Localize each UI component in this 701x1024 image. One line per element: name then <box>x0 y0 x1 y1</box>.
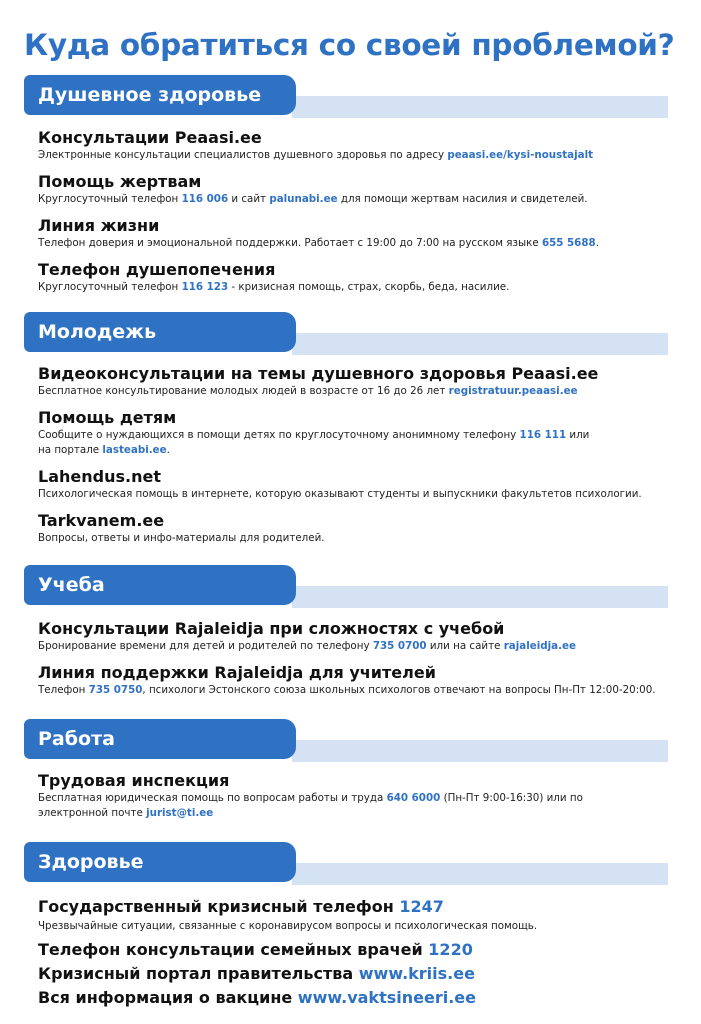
entry-desc: Телефон 735 0750, психологи Эстонского союза школьных психологов отвечают на вопросы Пн-Пт 12:00-20:00. <box>38 684 656 696</box>
section-heading: Душевное здоровье <box>24 75 296 115</box>
entry-title: Кризисный портал правительства www.kriis.ee <box>38 964 475 983</box>
phone-number[interactable]: 735 0750 <box>88 684 143 696</box>
entry-victims <box>38 172 678 207</box>
entry-title: Линия жизни <box>38 216 160 235</box>
section-band <box>292 586 668 608</box>
section-band <box>292 96 668 118</box>
entry-title: Телефон душепопечения <box>38 260 276 279</box>
entry-labour-inspection <box>38 771 678 821</box>
section-band <box>292 863 668 885</box>
link-kriis[interactable]: www.kriis.ee <box>358 964 475 983</box>
entry-lifeline <box>38 216 678 251</box>
phone-number[interactable]: 1247 <box>399 897 444 916</box>
entry-title: Помощь жертвам <box>38 172 202 191</box>
section-heading: Молодежь <box>24 312 296 352</box>
entry-desc: Круглосуточный телефон 116 123 - кризисная помощь, страх, скорбь, беда, насилие. <box>38 281 510 293</box>
phone-number[interactable]: 640 6000 <box>386 792 441 804</box>
entry-crisis-phone <box>38 897 678 934</box>
entry-desc: Бесплатное консультирование молодых людей в возрасте от 16 до 26 лет registratuur.peaasi.ee <box>38 385 578 397</box>
entry-rajaleidja <box>38 619 678 654</box>
entry-title: Помощь детям <box>38 408 177 427</box>
entry-title: Государственный кризисный телефон 1247 <box>38 897 444 916</box>
page-title: Куда обратиться со своей проблемой? <box>24 28 675 62</box>
entry-rajaleidja-teachers <box>38 663 678 698</box>
link-lasteabi[interactable]: lasteabi.ee <box>102 444 167 456</box>
entry-title: Lahendus.net <box>38 467 161 486</box>
entry-desc: Сообщите о нуждающихся в помощи детях по круглосуточному анонимному телефону 116 111 или <box>38 429 590 441</box>
entry-title: Tarkvanem.ee <box>38 511 165 530</box>
entry-title: Трудовая инспекция <box>38 771 230 790</box>
entry-title: Телефон консультации семейных врачей 1220 <box>38 940 473 959</box>
entry-tarkvanem <box>38 511 678 546</box>
section-heading: Учеба <box>24 565 296 605</box>
section-band <box>292 740 668 762</box>
link-vaktsineeri[interactable]: www.vaktsineeri.ee <box>297 988 476 1007</box>
entry-family-doctors <box>38 940 678 960</box>
phone-number[interactable]: 735 0700 <box>372 640 427 652</box>
entry-desc: на портале lasteabi.ee. <box>38 444 170 456</box>
section-heading: Здоровье <box>24 842 296 882</box>
entry-crisis-portal <box>38 964 678 984</box>
phone-number[interactable]: 116 006 <box>181 193 229 205</box>
link-registratuur[interactable]: registratuur.peaasi.ee <box>448 385 578 397</box>
entry-video-consult <box>38 364 678 399</box>
entry-title: Линия поддержки Rajaleidja для учителей <box>38 663 436 682</box>
entry-desc: Психологическая помощь в интернете, которую оказывают студенты и выпускники факультетов психологии. <box>38 488 642 500</box>
entry-desc: Чрезвычайные ситуации, связанные с коронавирусом вопросы и психологическая помощь. <box>38 920 538 932</box>
entry-title: Видеоконсультации на темы душевного здоровья Peaasi.ee <box>38 364 599 383</box>
entry-title: Вся информация о вакцине www.vaktsineeri.ee <box>38 988 476 1007</box>
phone-number[interactable]: 655 5688 <box>541 237 596 249</box>
section-heading: Работа <box>24 719 296 759</box>
entry-lahendus <box>38 467 678 502</box>
phone-number[interactable]: 1220 <box>428 940 473 959</box>
entry-desc: Круглосуточный телефон 116 006 и сайт palunabi.ee для помощи жертвам насилия и свидетелей. <box>38 193 588 205</box>
entry-desc: Бесплатная юридическая помощь по вопросам работы и труда 640 6000 (Пн-Пт 9:00-16:30) или по <box>38 792 583 804</box>
phone-number[interactable]: 116 111 <box>519 429 567 441</box>
phone-number[interactable]: 116 123 <box>181 281 229 293</box>
section-band <box>292 333 668 355</box>
entry-spiritual <box>38 260 678 295</box>
entry-desc: Электронные консультации специалистов душевного здоровья по адресу peaasi.ee/kysi-noustajalt <box>38 149 594 161</box>
entry-vaccine <box>38 988 678 1008</box>
link-email[interactable]: jurist@ti.ee <box>146 807 214 819</box>
entry-desc: Телефон доверия и эмоциональной поддержки. Работает с 19:00 до 7:00 на русском языке 655 5688. <box>38 237 599 249</box>
link-palunabi[interactable]: palunabi.ee <box>269 193 338 205</box>
entry-children <box>38 408 678 458</box>
entry-desc: Бронирование времени для детей и родителей по телефону 735 0700 или на сайте rajaleidja.ee <box>38 640 576 652</box>
entry-title: Консультации Rajaleidja при сложностях с учебой <box>38 619 505 638</box>
entry-peaasi <box>38 128 678 163</box>
entry-desc: Вопросы, ответы и инфо-материалы для родителей. <box>38 532 325 544</box>
link-peaasi[interactable]: peaasi.ee/kysi-noustajalt <box>447 149 594 161</box>
link-rajaleidja[interactable]: rajaleidja.ee <box>503 640 576 652</box>
entry-title: Консультации Peaasi.ee <box>38 128 262 147</box>
entry-desc: электронной почте jurist@ti.ee <box>38 807 214 819</box>
